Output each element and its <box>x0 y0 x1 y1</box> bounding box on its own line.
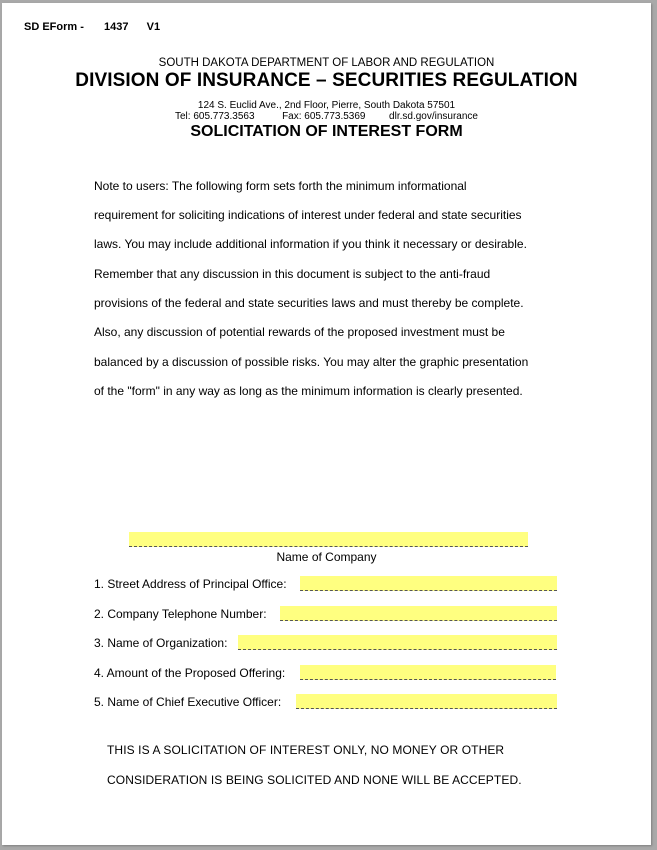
form-title: SOLICITATION OF INTEREST FORM <box>190 123 463 140</box>
division-title: DIVISION OF INSURANCE – SECURITIES REGULATION <box>75 70 578 91</box>
form-id-version: V1 <box>146 21 161 33</box>
note-line: requirement for soliciting indications of interest under federal and state securities <box>94 208 522 222</box>
ceo-name-label: 5. Name of Chief Executive Officer: <box>94 695 282 709</box>
offering-amount-label: 4. Amount of the Proposed Offering: <box>94 666 286 680</box>
form-id <box>24 21 160 33</box>
note-line: of the "form" in any way as long as the minimum information is clearly presented. <box>94 384 523 398</box>
company-name-input[interactable] <box>129 532 528 547</box>
note-line: Remember that any discussion in this document is subject to the anti-fraud <box>94 267 491 281</box>
telephone-input[interactable] <box>280 606 557 621</box>
disclaimer-line: THIS IS A SOLICITATION OF INTEREST ONLY, NO MONEY OR OTHER <box>107 743 505 757</box>
note-line: provisions of the federal and state securities laws and must thereby be complete. <box>94 296 524 310</box>
telephone-label: 2. Company Telephone Number: <box>94 607 267 621</box>
note-line: Note to users: The following form sets forth the minimum informational <box>94 179 467 193</box>
company-name-label: Name of Company <box>276 550 377 564</box>
note-line: balanced by a discussion of possible risks. You may alter the graphic presentation <box>94 355 529 369</box>
office-address: 124 S. Euclid Ave., 2nd Floor, Pierre, South Dakota 57501 <box>197 100 456 111</box>
contact-line <box>2 111 651 122</box>
offering-amount-input[interactable] <box>300 665 556 680</box>
website: dlr.sd.gov/insurance <box>389 111 478 122</box>
telephone: Tel: 605.773.3563 <box>175 111 255 122</box>
note-line: Also, any discussion of potential rewards of the proposed investment must be <box>94 325 505 339</box>
organization-label: 3. Name of Organization: <box>94 636 228 650</box>
form-id-prefix: SD EForm - <box>24 21 84 33</box>
fax: Fax: 605.773.5369 <box>282 111 366 122</box>
street-address-input[interactable] <box>300 576 557 591</box>
form-id-number: 1437 <box>104 21 129 33</box>
department-name: SOUTH DAKOTA DEPARTMENT OF LABOR AND REGULATION <box>158 57 495 69</box>
street-address-label: 1. Street Address of Principal Office: <box>94 577 287 591</box>
document-page <box>2 3 651 845</box>
disclaimer-line: CONSIDERATION IS BEING SOLICITED AND NONE WILL BE ACCEPTED. <box>107 773 522 787</box>
ceo-name-input[interactable] <box>296 694 557 709</box>
note-line: laws. You may include additional information if you think it necessary or desirable. <box>94 237 527 251</box>
organization-input[interactable] <box>238 635 557 650</box>
